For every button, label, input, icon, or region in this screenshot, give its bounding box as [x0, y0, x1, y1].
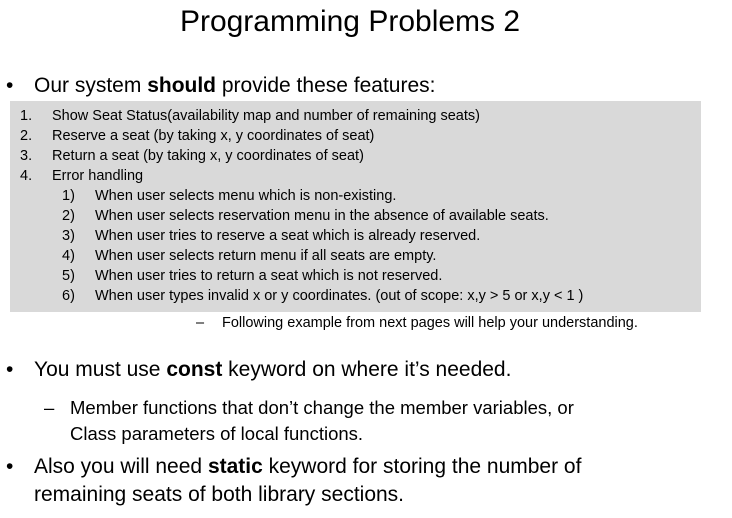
text-segment: provide these features:: [216, 74, 436, 97]
text-line: [34, 453, 674, 481]
item-text: When user selects menu which is non-existing.: [95, 188, 397, 204]
dash-marker: –: [44, 397, 55, 418]
item-number: 5): [62, 268, 75, 284]
item-text: When user tries to reserve a seat which is already reserved.: [95, 228, 481, 244]
item-number: 4.: [20, 168, 33, 184]
bold-keyword: const: [166, 358, 223, 381]
text-segment: You must use: [34, 358, 167, 381]
item-number: 2): [62, 208, 75, 224]
item-text: Show Seat Status(availability map and number of remaining seats): [52, 108, 480, 124]
bullet-dot: •: [6, 358, 14, 381]
text-line: Member functions that don’t change the member variables, or: [70, 397, 574, 418]
item-number: 3): [62, 228, 75, 244]
item-text: When user types invalid x or y coordinates. (out of scope: x,y > 5 or x,y < 1 ): [95, 288, 584, 304]
bold-keyword: static: [207, 455, 263, 478]
item-text: Return a seat (by taking x, y coordinates of seat): [52, 148, 364, 164]
bullet-features-intro: [6, 72, 436, 100]
slide-title: Programming Problems 2: [179, 5, 521, 38]
item-number: 3.: [20, 148, 33, 164]
item-text: When user selects reservation menu in the absence of available seats.: [95, 208, 549, 224]
item-text: Error handling: [52, 168, 144, 184]
dash-marker: –: [196, 315, 205, 331]
bullet-text: [34, 72, 435, 100]
text-line: Class parameters of local functions.: [70, 423, 364, 444]
item-text: When user tries to return a seat which is not reserved.: [95, 268, 443, 284]
note-text: Following example from next pages will help your understanding.: [222, 315, 638, 331]
item-text: When user selects return menu if all seats are empty.: [95, 248, 437, 264]
bullet-dot: •: [6, 455, 14, 478]
item-number: 1.: [20, 108, 33, 124]
text-segment: keyword for storing the number of: [262, 455, 582, 478]
bullet-dot: •: [6, 74, 14, 97]
item-number: 1): [62, 188, 75, 204]
item-number: 2.: [20, 128, 33, 144]
text-segment: keyword on where it’s needed.: [222, 358, 512, 381]
bullet-text: [34, 453, 674, 509]
bold-keyword: should: [147, 74, 217, 97]
text-line: remaining seats of both library sections.: [34, 483, 405, 506]
text-segment: Our system: [34, 74, 148, 97]
item-number: 6): [62, 288, 75, 304]
bullet-text: [34, 356, 511, 384]
bullet-const: [6, 356, 512, 384]
features-box: [10, 101, 701, 312]
sub-bullet-text: [70, 395, 690, 447]
item-number: 4): [62, 248, 75, 264]
text-segment: Also you will need: [34, 455, 208, 478]
item-text: Reserve a seat (by taking x, y coordinates of seat): [52, 128, 375, 144]
bullet-static: [6, 453, 582, 506]
